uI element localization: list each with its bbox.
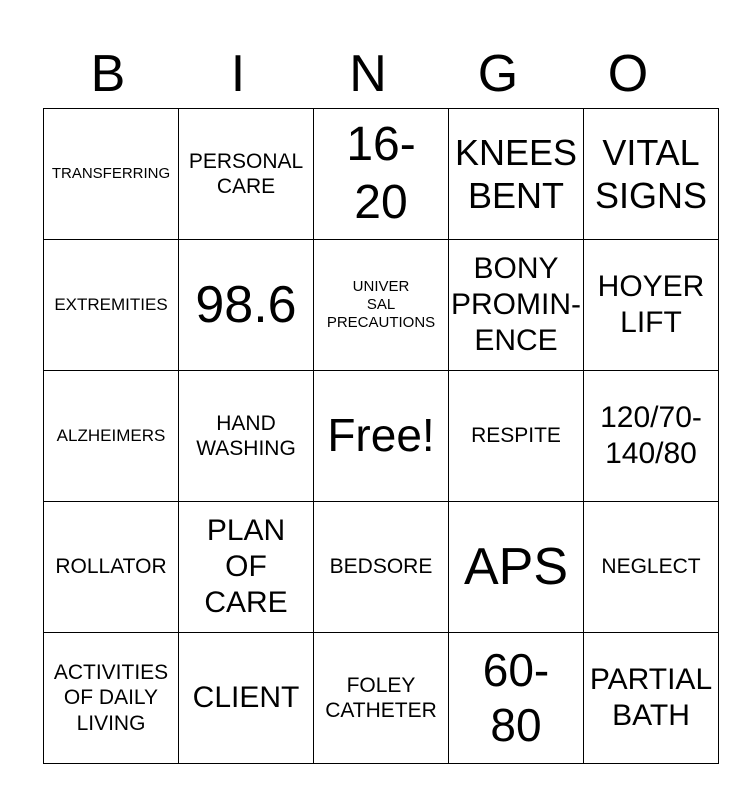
bingo-cell[interactable] bbox=[584, 633, 719, 764]
header-letter-o: O bbox=[607, 45, 649, 103]
cell-text: 16- 20 bbox=[346, 118, 416, 229]
bingo-cell[interactable] bbox=[179, 371, 314, 502]
free-space-text: Free! bbox=[327, 409, 435, 462]
bingo-cell[interactable] bbox=[584, 371, 719, 502]
free-space-cell[interactable] bbox=[314, 371, 449, 502]
board-row bbox=[44, 240, 719, 371]
cell-text: VITAL SIGNS bbox=[594, 131, 708, 216]
bingo-cell[interactable] bbox=[584, 109, 719, 240]
cell-text: UNIVER SAL PRECAUTIONS bbox=[326, 278, 436, 331]
bingo-cell[interactable] bbox=[44, 633, 179, 764]
bingo-cell[interactable] bbox=[179, 240, 314, 371]
bingo-cell[interactable] bbox=[179, 502, 314, 633]
cell-text: FOLEY CATHETER bbox=[325, 673, 437, 722]
bingo-cell[interactable] bbox=[584, 240, 719, 371]
bingo-cell[interactable] bbox=[584, 502, 719, 633]
bingo-cell[interactable] bbox=[44, 502, 179, 633]
header-letter-n: N bbox=[349, 45, 387, 103]
cell-text: 120/70- 140/80 bbox=[600, 401, 702, 470]
cell-text: BONY PROMIN- ENCE bbox=[451, 252, 581, 357]
board-row bbox=[44, 109, 719, 240]
header-letter-b: B bbox=[90, 45, 126, 103]
bingo-board bbox=[43, 108, 719, 764]
cell-text: KNEES BENT bbox=[454, 131, 578, 216]
bingo-cell[interactable] bbox=[314, 240, 449, 371]
header-letter-i: I bbox=[230, 45, 246, 103]
cell-text: HOYER LIFT bbox=[597, 270, 705, 339]
bingo-cell[interactable] bbox=[44, 371, 179, 502]
bingo-cell[interactable] bbox=[314, 502, 449, 633]
cell-text: ACTIVITIES OF DAILY LIVING bbox=[53, 661, 169, 735]
cell-text: 60- 80 bbox=[482, 643, 550, 751]
bingo-cell[interactable] bbox=[314, 109, 449, 240]
cell-text: APS bbox=[463, 537, 569, 596]
cell-text: BEDSORE bbox=[329, 555, 433, 579]
cell-text: ROLLATOR bbox=[55, 555, 167, 579]
bingo-cell[interactable] bbox=[179, 109, 314, 240]
cell-text: PERSONAL CARE bbox=[188, 149, 304, 198]
cell-text: PARTIAL BATH bbox=[589, 663, 713, 732]
bingo-cell[interactable] bbox=[449, 502, 584, 633]
board-row bbox=[44, 371, 719, 502]
bingo-cell[interactable] bbox=[449, 371, 584, 502]
bingo-cell[interactable] bbox=[449, 109, 584, 240]
cell-text: HAND WASHING bbox=[196, 411, 296, 460]
bingo-cell[interactable] bbox=[179, 633, 314, 764]
cell-text: CLIENT bbox=[192, 681, 300, 714]
cell-text: 98.6 bbox=[195, 275, 297, 334]
header-letter-g: G bbox=[477, 45, 519, 103]
cell-text: PLAN OF CARE bbox=[204, 514, 288, 619]
bingo-cell[interactable] bbox=[314, 633, 449, 764]
bingo-header bbox=[43, 40, 693, 108]
cell-text: RESPITE bbox=[471, 424, 561, 448]
board-row bbox=[44, 633, 719, 764]
cell-text: ALZHEIMERS bbox=[56, 425, 166, 445]
bingo-cell[interactable] bbox=[449, 633, 584, 764]
bingo-cell[interactable] bbox=[44, 109, 179, 240]
bingo-cell[interactable] bbox=[44, 240, 179, 371]
board-row bbox=[44, 502, 719, 633]
cell-text: EXTREMITIES bbox=[54, 294, 168, 314]
cell-text: NEGLECT bbox=[601, 555, 701, 579]
cell-text: TRANSFERRING bbox=[51, 165, 171, 182]
bingo-cell[interactable] bbox=[449, 240, 584, 371]
